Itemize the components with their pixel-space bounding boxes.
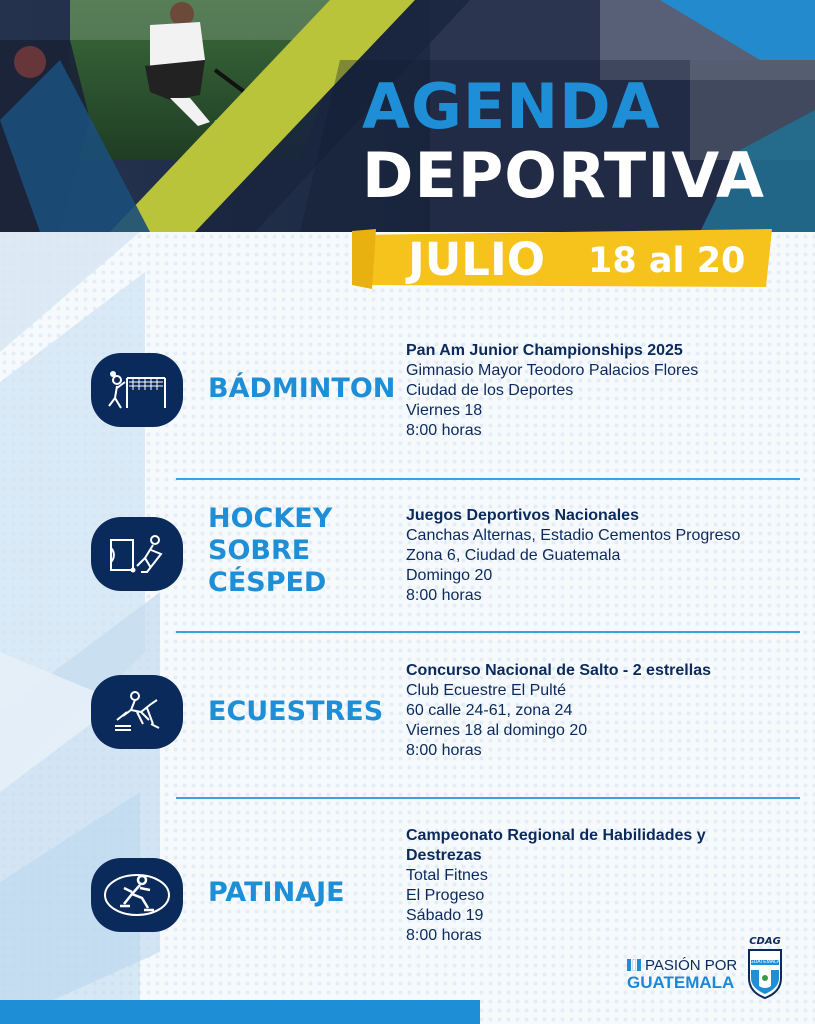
event-venue: Canchas Alternas, Estadio Cementos Progreso (406, 527, 741, 544)
event-title-line: Campeonato Regional de Habilidades y (406, 827, 706, 844)
flag-stripe-icon (627, 959, 631, 971)
event-title-line: Destrezas (406, 847, 482, 864)
cdag-logo (745, 936, 785, 1004)
event-time: 8:00 horas (406, 422, 482, 439)
event-location: 60 calle 24-61, zona 24 (406, 702, 573, 719)
event-date: Viernes 18 al domingo 20 (406, 722, 588, 739)
event-location: Zona 6, Ciudad de Guatemala (406, 547, 621, 564)
event-location: Ciudad de los Deportes (406, 382, 574, 399)
sport-name-line: ECUESTRES (208, 696, 384, 727)
title-agenda: AGENDA (362, 70, 661, 143)
sport-name-hockey (208, 503, 332, 599)
cdag-shield-icon (745, 948, 785, 1000)
event-title: Concurso Nacional de Salto - 2 estrellas (406, 662, 711, 679)
field-hockey-icon (91, 517, 183, 591)
flag-stripe-icon (632, 959, 636, 971)
event-venue: Gimnasio Mayor Teodoro Palacios Flores (406, 362, 699, 379)
skating-icon (91, 858, 183, 932)
divider (176, 631, 800, 633)
event-details-patinaje (406, 826, 806, 946)
date-range: 18 al 20 (588, 241, 746, 281)
pasion-line1: PASIÓN POR (645, 957, 738, 974)
event-date: Domingo 20 (406, 567, 493, 584)
event-details-hockey (406, 506, 806, 606)
cdag-sub-label: GUATEMALA (749, 959, 781, 965)
sport-name-badminton (208, 373, 395, 405)
sport-name-line: SOBRE (208, 535, 311, 566)
divider (176, 478, 800, 480)
sport-name-line: CÉSPED (208, 567, 327, 598)
event-location: El Progeso (406, 887, 485, 904)
pasion-por-guatemala-logo (627, 958, 737, 992)
event-date: Viernes 18 (406, 402, 483, 419)
event-time: 8:00 horas (406, 742, 482, 759)
event-title: Juegos Deportivos Nacionales (406, 507, 639, 524)
title-deportiva: DEPORTIVA (362, 139, 766, 212)
event-venue: Club Ecuestre El Pulté (406, 682, 567, 699)
sport-name-line: HOCKEY (208, 503, 333, 534)
divider (176, 797, 800, 799)
sport-name-ecuestres (208, 696, 383, 728)
event-date: Sábado 19 (406, 907, 484, 924)
badminton-icon (91, 353, 183, 427)
date-month: JULIO (408, 233, 545, 286)
sport-name-line: BÁDMINTON (208, 373, 396, 404)
pasion-line2: GUATEMALA (627, 973, 735, 992)
pasion-logo-text (627, 958, 737, 974)
event-venue: Total Fitnes (406, 867, 488, 884)
sport-name-line: PATINAJE (208, 877, 345, 908)
event-time: 8:00 horas (406, 927, 482, 944)
flag-stripe-icon (637, 959, 641, 971)
event-title: Pan Am Junior Championships 2025 (406, 342, 683, 359)
event-details-badminton (406, 341, 806, 441)
sport-name-patinaje (208, 877, 345, 909)
footer-bar (0, 1000, 480, 1024)
equestrian-icon (91, 675, 183, 749)
event-time: 8:00 horas (406, 587, 482, 604)
event-details-ecuestres (406, 661, 806, 761)
cdag-logo-label: CDAG (749, 936, 781, 947)
